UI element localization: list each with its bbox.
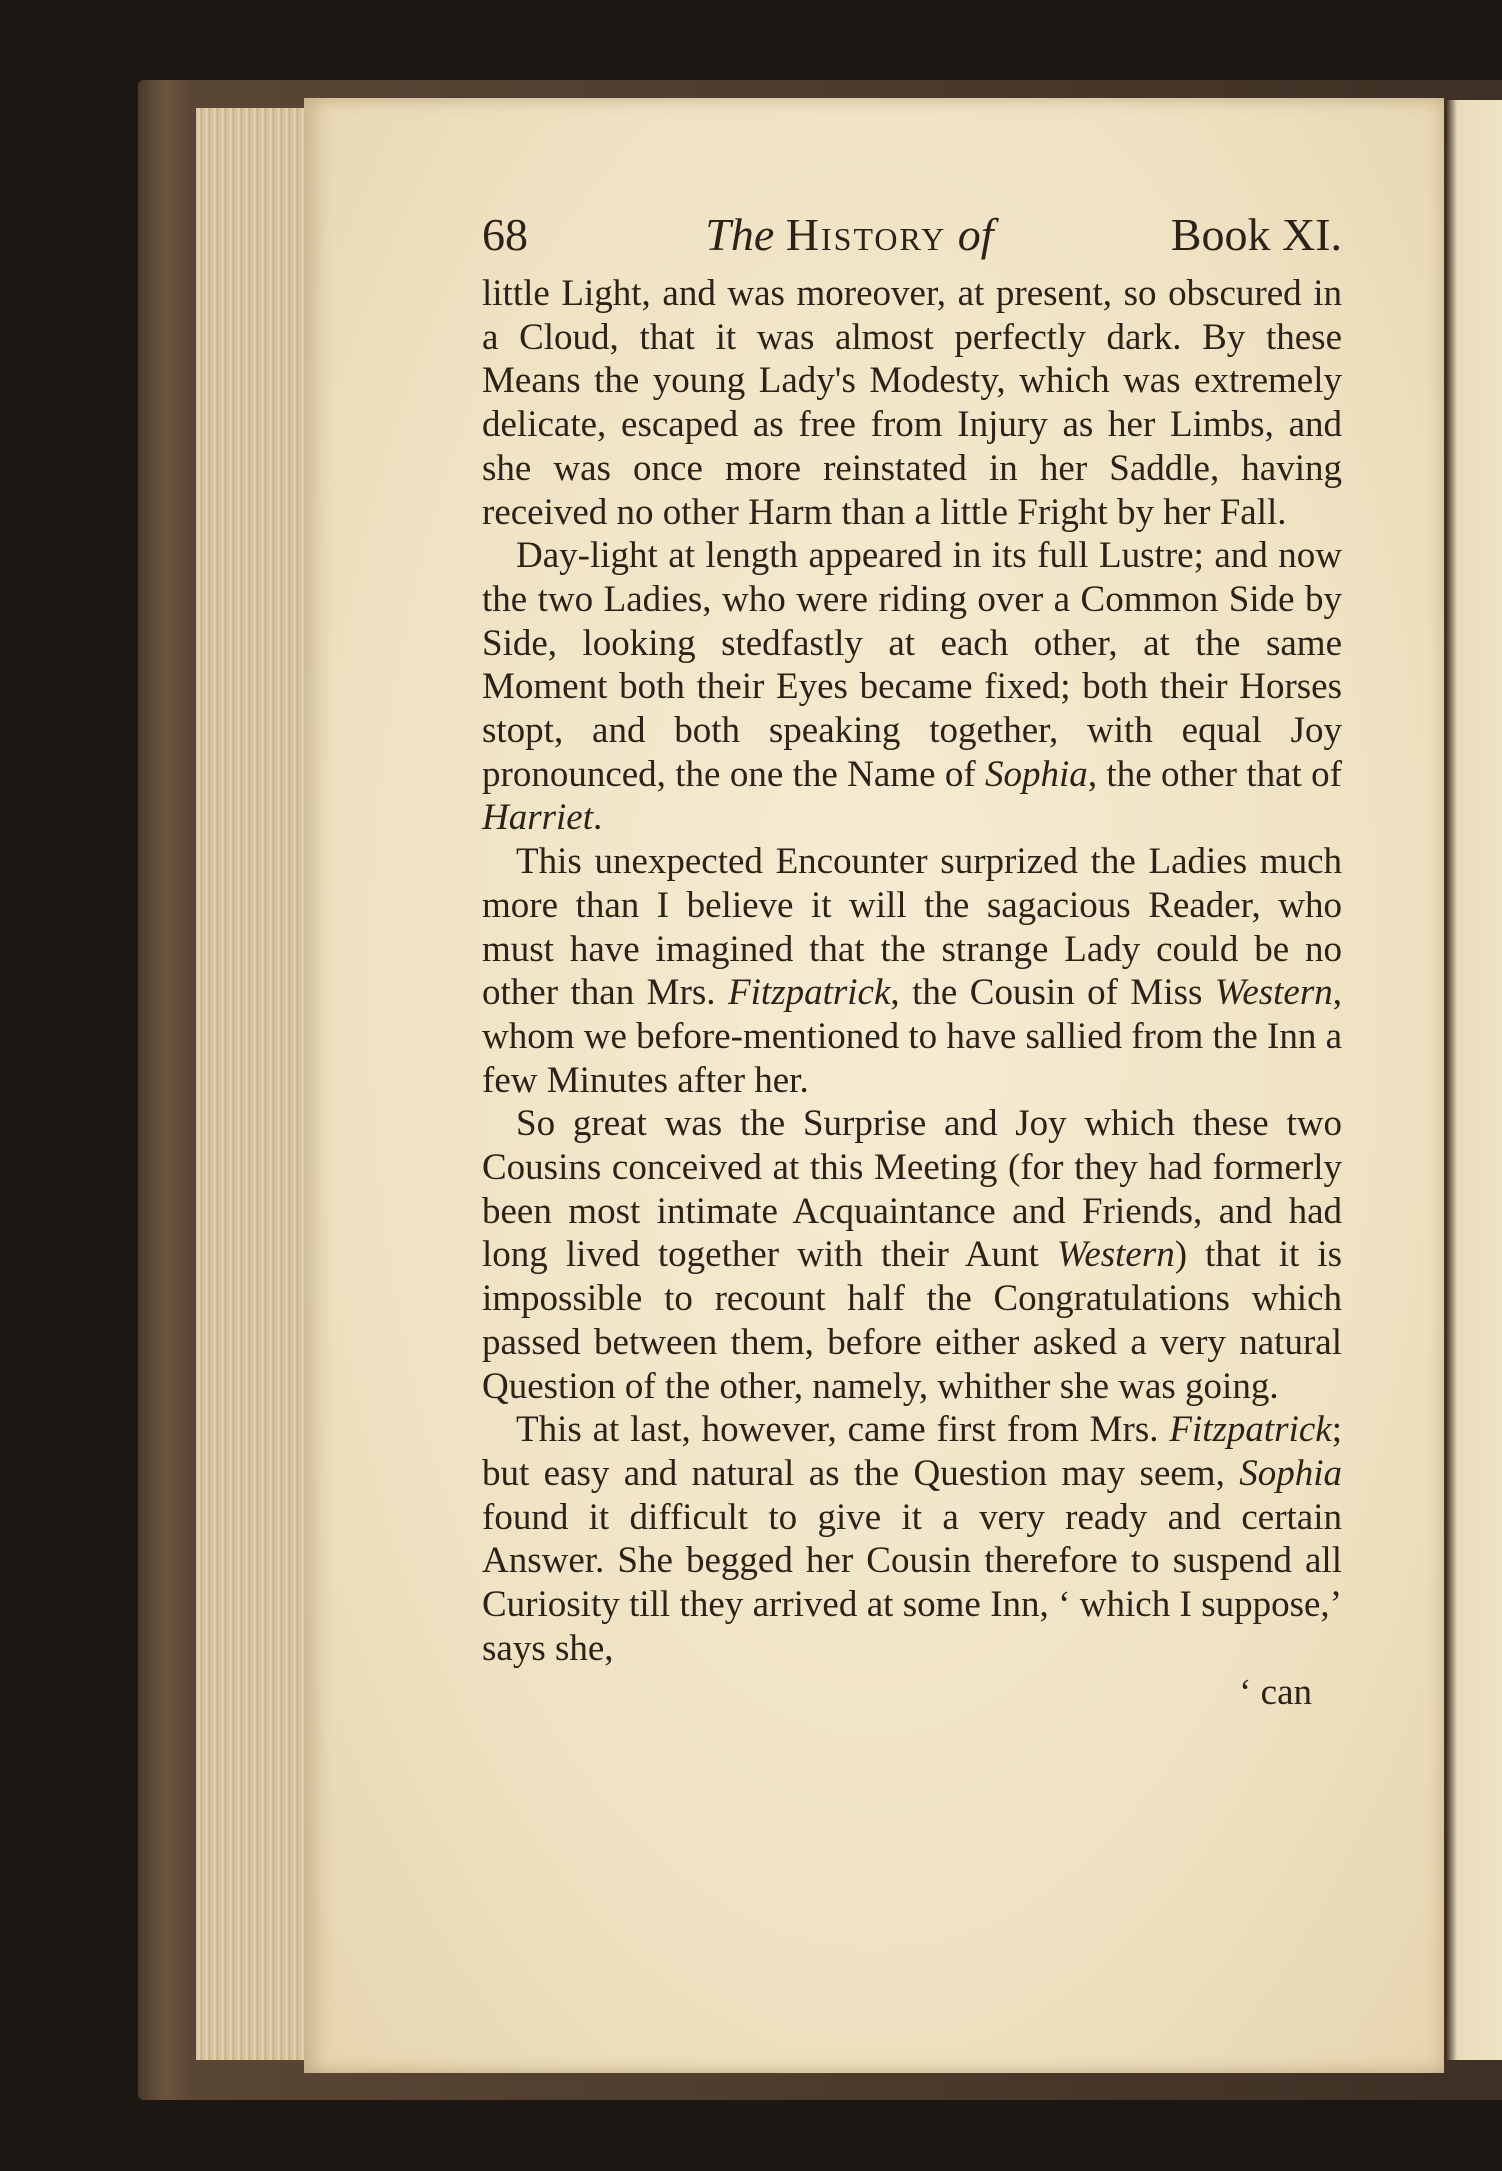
text-run: little Light, and was moreover, at present, so obscured in a Cloud, that it was almost perfectly dark. By these Means the young Lady's Modesty, which was extremely delicate, escaped as free from Injury as her Limbs, and she was once more reinstated in her Saddle, having received no other Harm than a little Fright by her Fall. — [482, 273, 1342, 533]
paragraph — [482, 840, 1342, 1102]
text-run: Day-light at length appeared in its full Lustre; and now the two Ladies, who were riding over a Common Side by Side, looking stedfastly at each other, at the same Moment both their Eyes became fixed; both their Horses stopt, and both speaking together, with equal Joy pronounced, the one the Name of — [482, 535, 1342, 795]
italic-text: Western — [1056, 1234, 1175, 1276]
title-history: History — [785, 209, 947, 260]
italic-text: Harriet — [482, 797, 593, 839]
text-run: This unexpected Encounter surprized the Ladies much more than I believe it will the sagacious Reader, who must have imagined that the strange Lady could be no other than Mrs. — [482, 841, 1342, 1014]
italic-text: Fitzpatrick — [728, 972, 891, 1014]
italic-text: Fitzpatrick — [1169, 1409, 1332, 1451]
text-run: So great was the Surprise and Joy which these two Cousins conceived at this Meeting (for they had formerly been most intimate Acquaintance and Friends, and had long lived together with their Aunt — [482, 1103, 1342, 1276]
text-run: ) that it is impossible to recount half the Congratulations which passed between them, before either asked a very natural Question of the other, namely, whither she was going. — [482, 1234, 1342, 1407]
catchword: ‘ can — [1239, 1671, 1312, 1713]
running-title — [705, 208, 993, 261]
running-header — [482, 208, 1342, 268]
title-of: of — [957, 209, 994, 260]
text-run: ; but easy and natural as the Question may seem, — [482, 1409, 1342, 1494]
text-run: , whom we before-mentioned to have sallied from the Inn a few Minutes after her. — [482, 972, 1342, 1101]
page-number: 68 — [482, 209, 528, 260]
body-text — [482, 272, 1342, 1671]
text-run: This at last, however, came first from Mrs. — [516, 1409, 1170, 1451]
paragraph — [482, 272, 1342, 534]
text-run: found it difficult to give it a very ready and certain Answer. She begged her Cousin therefore to suspend all Curiosity till they arrived at some Inn, ‘ which I suppose,’ says she, — [482, 1496, 1342, 1669]
text-run: , the other that of — [1087, 753, 1342, 795]
page-content — [482, 208, 1342, 1715]
next-page-edge — [1446, 100, 1502, 2060]
italic-text: Sophia — [1239, 1452, 1342, 1494]
text-run: . — [593, 797, 603, 839]
paragraph — [482, 534, 1342, 840]
italic-text: Western — [1214, 972, 1333, 1014]
title-the: The — [705, 209, 775, 260]
italic-text: Sophia — [985, 753, 1088, 795]
text-run: , the Cousin of Miss — [890, 972, 1215, 1014]
paragraph — [482, 1102, 1342, 1408]
page-edges — [196, 108, 308, 2060]
paragraph — [482, 1408, 1342, 1670]
book-label: Book XI. — [1170, 209, 1342, 260]
